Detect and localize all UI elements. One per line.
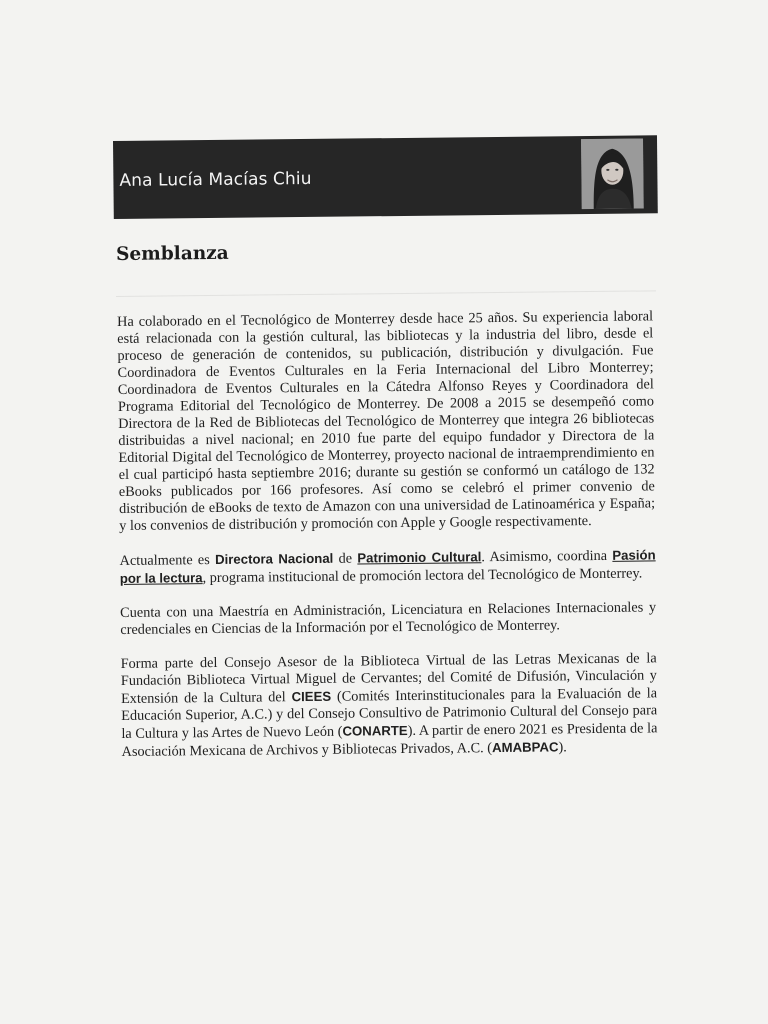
- section-title: Semblanza: [116, 242, 229, 265]
- name-banner: [113, 135, 658, 219]
- divider: [116, 290, 656, 297]
- text-span: de: [333, 550, 358, 567]
- text-span: . Asimismo, coordina: [481, 547, 613, 566]
- paragraph-current-role: [119, 546, 655, 588]
- amabpac-acronym: AMABPAC: [491, 739, 559, 756]
- text-span: ).: [558, 739, 567, 756]
- text-span: Actualmente es: [119, 551, 216, 569]
- pasion-por-la-lectura-link[interactable]: Pasión por la lectura: [119, 547, 656, 586]
- text-span: , programa institucional de promoción lectora del Tecnológico de Monterrey.: [202, 565, 643, 587]
- person-name: Ana Lucía Macías Chiu: [119, 168, 312, 191]
- conarte-acronym: CONARTE: [342, 722, 408, 739]
- text-span: ). A partir de enero 2021 es Presidenta de la Asociación Mexicana de Archivos y Bibliotecas Privados, A.C. (: [121, 720, 658, 760]
- paragraph-career: Ha colaborado en el Tecnológico de Monterrey desde hace 25 años. Su experiencia laboral está relacionada con la gestión cultural, las bibliotecas y la industria del libro, desde el proceso de generación de contenidos, su publicación, distribución y divulgación. Fue Coordinadora de Eventos Culturales en la Feria Internacional del Libro Monterrey; Coordinadora de Eventos Culturales en la Cátedra Alfonso Reyes y Coordinadora del Programa Editorial del Tecnológico de Monterrey. De 2008 a 2015 se desempeñó como Directora de la Red de Bibliotecas del Tecnológico de Monterrey que integra 26 bibliotecas distribuidas a nivel nacional; en 2010 fue parte del equipo fundador y Directora de la Editorial Digital del Tecnológico de Monterrey, proyecto nacional de intraemprendimiento en el cual participó hasta septiembre 2016; durante su gestión se conformó un catálogo de 132 eBooks publicados por 166 profesores. Así como se celebró el primer convenio de distribución de eBooks de texto de Amazon con una universidad de Latinoamérica y España; y los convenios de distribución y promoción con Apple y Google respectivamente.: [117, 308, 656, 534]
- biography-text: [117, 308, 658, 778]
- portrait-image: [581, 138, 644, 209]
- paragraph-memberships: [121, 650, 658, 761]
- text-span: (Comités Interinstitucionales para la Evaluación de la Educación Superior, A.C.) y del Consejo Consultivo de Patrimonio Cultural del Consejo para la Cultura y las Artes de Nuevo León (: [121, 685, 658, 742]
- role-title: Directora Nacional: [214, 550, 334, 567]
- paragraph-education: Cuenta con una Maestría en Administración, Licenciatura en Relaciones Internacionales y credenciales en Ciencias de la Información por el Tecnológico de Monterrey.: [120, 599, 657, 638]
- ciees-acronym: CIEES: [291, 688, 332, 705]
- text-span: Forma parte del Consejo Asesor de la Biblioteca Virtual de las Letras Mexicanas de la Fundación Biblioteca Virtual Miguel de Cervantes; del Comité de Difusión, Vinculación y Extensión de la Cultura del: [120, 650, 657, 707]
- patrimonio-cultural-link[interactable]: Patrimonio Cultural: [357, 549, 482, 566]
- portrait-photo: [581, 138, 644, 209]
